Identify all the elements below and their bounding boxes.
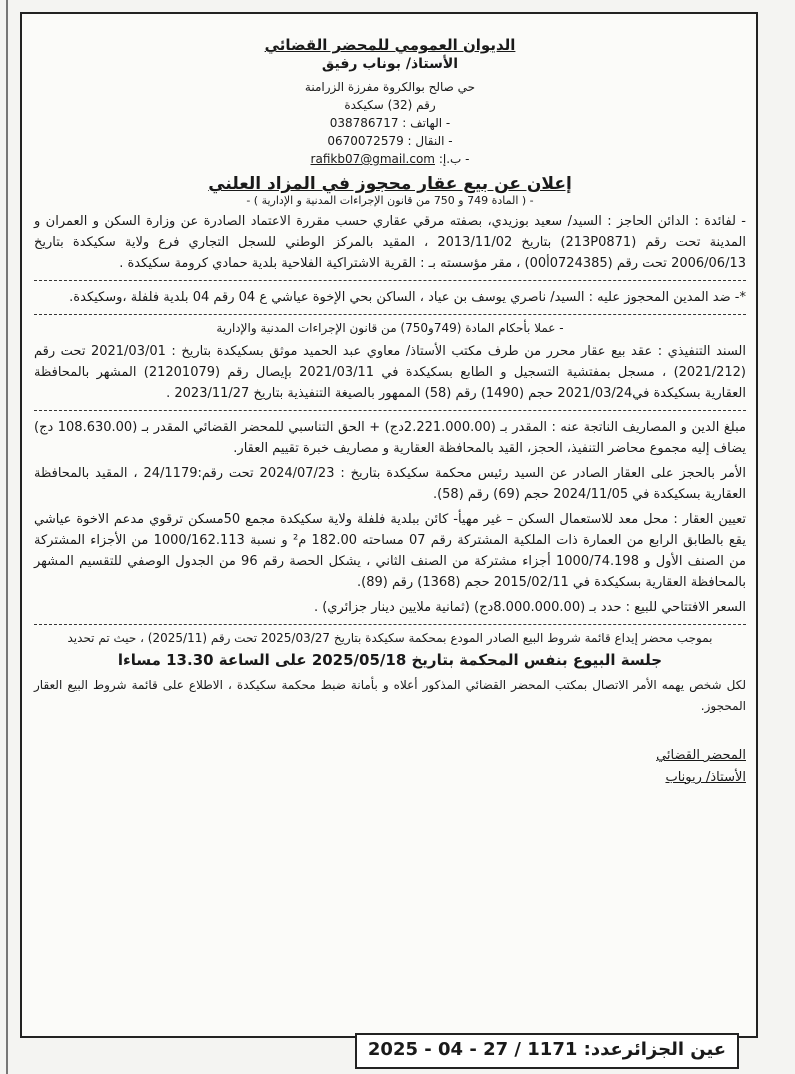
announcement-document: [34, 26, 746, 789]
deposit-note: بموجب محضر إيداع قائمة شروط البيع الصادر المودع بمحكمة سكيكدة بتاريخ 2025/03/27 تحت رقم (2025/11) ، حيث تم تحديد: [67, 631, 713, 645]
divider: [34, 408, 746, 411]
announcement-subtitle: - ( المادة 749 و 750 من قانون الإجراءات المدنية و الإدارية ) -: [246, 194, 534, 207]
contact-note: لكل شخص يهمه الأمر الاتصال بمكتب المحضر القضائي المذكور أعلاه و بأمانة ضبط محكمة سكيكدة ، الاطلاع على قائمة شروط البيع العقار المحجوز.: [34, 678, 746, 713]
opening-price: السعر الافتتاحي للبيع : حدد بـ (8.000.000.00دج) (ثمانية ملايين دينار جزائري) .: [313, 600, 746, 615]
enforcement-deed: السند التنفيذي : عقد بيع عقار محرر من طرف مكتب الأستاذ/ معاوي عبد الحميد موثق بسكيكدة بتاريخ : 2021/03/01 تحت رقم (2021/212) ، مسجل بمفتشية التسجيل و الطابع بسكيكدة في 2021/03/11 بإيصال رقم (21201079) المشهر بالمحافظة العقارية بسكيكدة في2021/03/24 حجم (1490) رقم (58) الممهور بالصيغة التنفيذية بتاريخ 2023/11/27 .: [34, 344, 746, 401]
divider: [34, 312, 746, 315]
divider: [34, 622, 746, 625]
email-link[interactable]: rafikb07@gmail.com: [310, 152, 435, 166]
bailiff-name: الأستاذ/ بوناب رفيق: [321, 56, 459, 72]
signature-title: المحضر القضائي: [656, 748, 746, 763]
seizure-order: الأمر بالحجز على العقار الصادر عن السيد رئيس محكمة سكيكدة بتاريخ : 2024/07/23 تحت رقم:24/1179 ، المقيد بالمحافظة العقارية بسكيكدة في 2024/11/05 حجم (69) رقم (58).: [34, 466, 746, 502]
office-title: الديوان العمومي للمحضر القضائي: [264, 36, 516, 54]
address-line-1: حي صالح بوالكروة مفرزة الزرامنة: [304, 80, 476, 94]
debt-amount: مبلغ الدين و المصاريف الناتجة عنه : المقدر بـ (2.221.000.00دج) + الحق التناسبي للمحضر القضائي المقدر بـ (108.630.00 دج) يضاف إليه مجموع محاضر التنفيذ، الحجز، القيد بالمحافظة العقارية و مصاريف خبرة تقييم العقار.: [34, 420, 746, 456]
signature-name: الأستاذ/ ريوناب: [665, 770, 746, 785]
legal-basis: - عملا بأحكام المادة (749و750) من قانون الإجراءات المدنية والإدارية: [216, 321, 564, 335]
signature-block: [34, 745, 746, 789]
debtor-paragraph: *- ضد المدين المحجوز عليه : السيد/ ناصري يوسف بن عياد ، الساكن بحي الإخوة عياشي ع 04 رقم 04 بلدية فلفلة ،وسكيكدة.: [69, 290, 746, 305]
announcement-title: إعلان عن بيع عقار محجوز في المزاد العلني: [208, 174, 572, 194]
mobile: - النقال : 0670072579: [327, 134, 453, 148]
scan-edge: [6, 0, 8, 1074]
email-row: [34, 150, 746, 168]
newspaper-issue-footer: عين الجزائرعدد: 1171 / 27 - 04 - 2025: [355, 1033, 739, 1069]
divider: [34, 278, 746, 281]
email-label: - ب.إ:: [438, 152, 470, 166]
phone: - الهاتف : 038786717: [329, 116, 451, 130]
property-description: تعيين العقار : محل معد للاستعمال السكن – غير مهيأ- كائن ببلدية فلفلة ولاية سكيكدة مجمع 50مسكن ترقوي مدعم الاخوة عياشي يقع بالطابق الرابع من العمارة ذات الملكية المشتركة رقم 07 مساحته 182.00 م² و نسبة 1000/162.113 من الأجزاء المشتركة من الصنف الأول و 1000/74.198 أجزاء مشتركة من الصنف الثاني ، يشكل الحصة رقم 96 من الجدول الوصفي للتقسيم المشهر بالمحافظة العقارية بسكيكدة في 2015/02/11 حجم (1368) رقم (89).: [34, 512, 747, 590]
auction-session: جلسة البيوع بنفس المحكمة بتاريخ 2025/05/18 على الساعة 13.30 مساءا: [117, 651, 663, 669]
creditor-paragraph: - لفائدة : الدائن الحاجز : السيد/ سعيد بوزيدي، بصفته مرقي عقاري حسب مقررة الاعتماد الصادرة عن وزارة السكن و العمران و المدينة تحت رقم (213P0871) بتاريخ 2013/11/02 ، المقيد بالمركز الوطني للسجل التجاري فرع ولاية سكيكدة بتاريخ 2006/06/13 تحت رقم (0724385أ00) ، مقر مؤسسته بـ : القرية الاشتراكية الفلاحية بلدية حمادي كرومة سكيكدة .: [34, 214, 747, 271]
address-line-2: رقم (32) سكيكدة: [344, 98, 436, 112]
